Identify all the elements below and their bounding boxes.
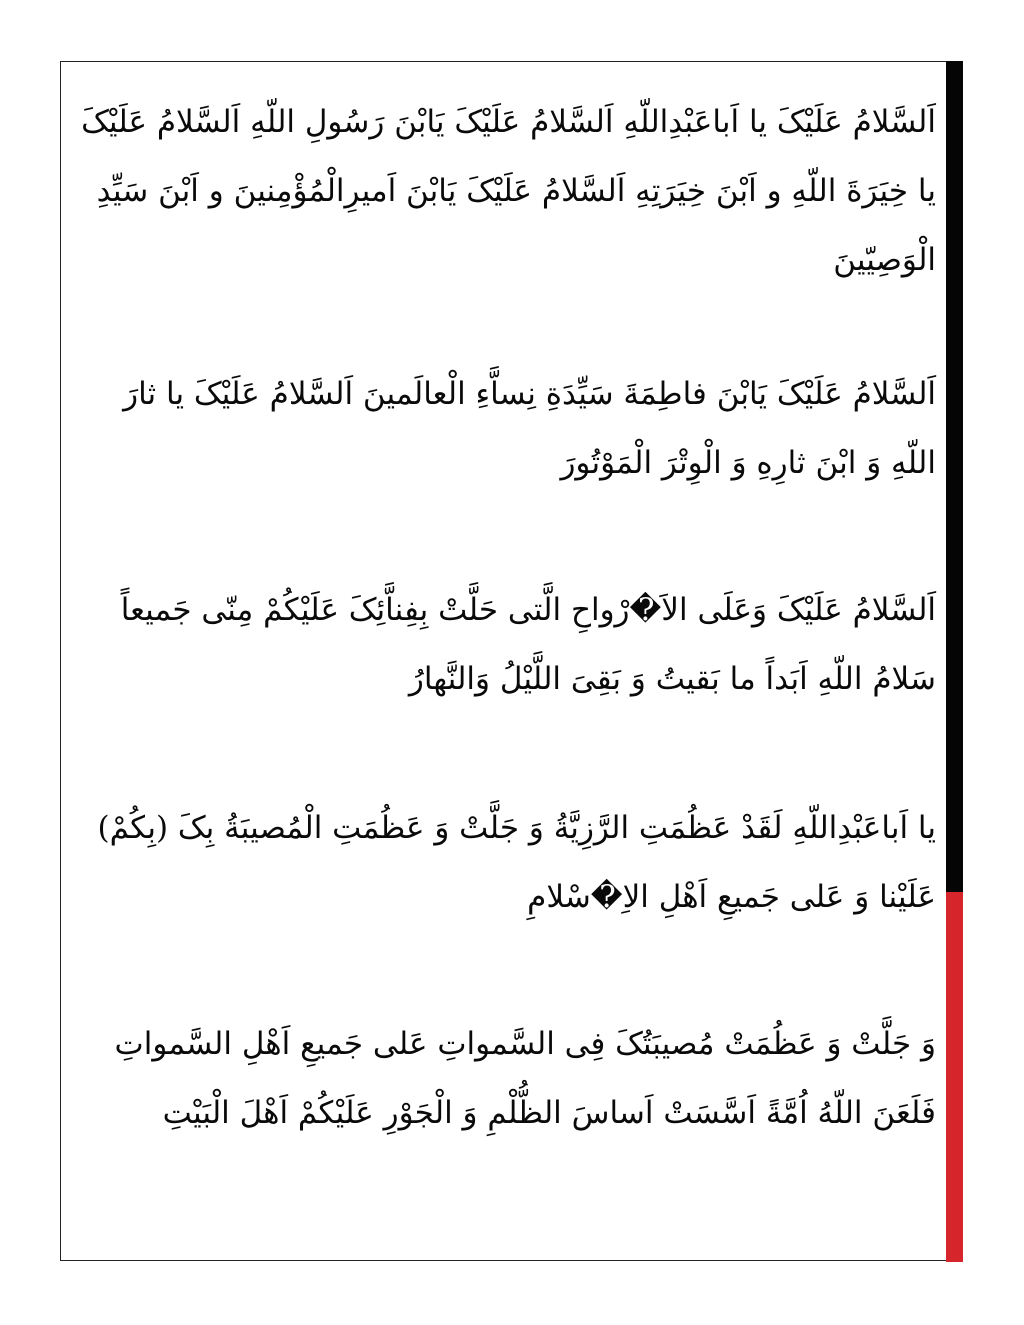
stanza-1: اَلسَّلامُ عَلَیْکَ یا اَباعَبْدِاللّهِ اَلسَّلامُ عَلَیْکَ یَابْنَ رَسُولِ اللّهِ اَلسَّلامُ عَلَیْکَ یا خِیَرَةَ اللّهِ و اَبْنَ خِیَرَتِهِ اَلسَّلامُ عَلَیْکَ یَابْنَ اَمیرِالْمُؤْمِنینَ و اَبْنَ سَیِّدِ الْوَصِیّینَ [81, 104, 936, 278]
stanza-4: یا اَباعَبْدِاللّهِ لَقَدْ عَظُمَتِ الرَّزِیَّةُ وَ جَلَّتْ وَ عَظُمَتِ الْمُصیبَةُ بِکَ (بِکُمْ) عَلَیْنا وَ عَلی جَمیعِ اَهْلِ الاِ�سْلامِ [97, 810, 936, 915]
side-bar-black [946, 61, 963, 892]
stanza-5: وَ جَلَّتْ وَ عَظُمَتْ مُصیبَتُکَ فِی السَّمواتِ عَلی جَمیعِ اَهْلِ السَّمواتِ فَلَعَنَ اللّهُ اُمَّةً اَسَّسَتْ اَساسَ الظُّلْمِ وَ الْجَوْرِ عَلَیْکُمْ اَهْلَ الْبَیْتِ [114, 1026, 936, 1131]
stanza-3: اَلسَّلامُ عَلَیْکَ وَعَلَی الاَ�رْواحِ الَّتی حَلَّتْ بِفِناَّئِکَ عَلَیْکُمْ مِنّی جَمیعاً سَلامُ اللّهِ اَبَداً ما بَقیتُ وَ بَقِیَ اللَّیْلُ وَالنَّهارُ [120, 592, 936, 697]
side-bar-red [946, 892, 963, 1262]
stanza-2: اَلسَّلامُ عَلَیْکَ یَابْنَ فاطِمَةَ سَیِّدَةِ نِساَّءِ الْعالَمینَ اَلسَّلامُ عَلَیْکَ یا ثارَ اللّهِ وَ ابْنَ ثارِهِ وَ الْوِتْرَ الْمَوْتُورَ [123, 376, 936, 481]
